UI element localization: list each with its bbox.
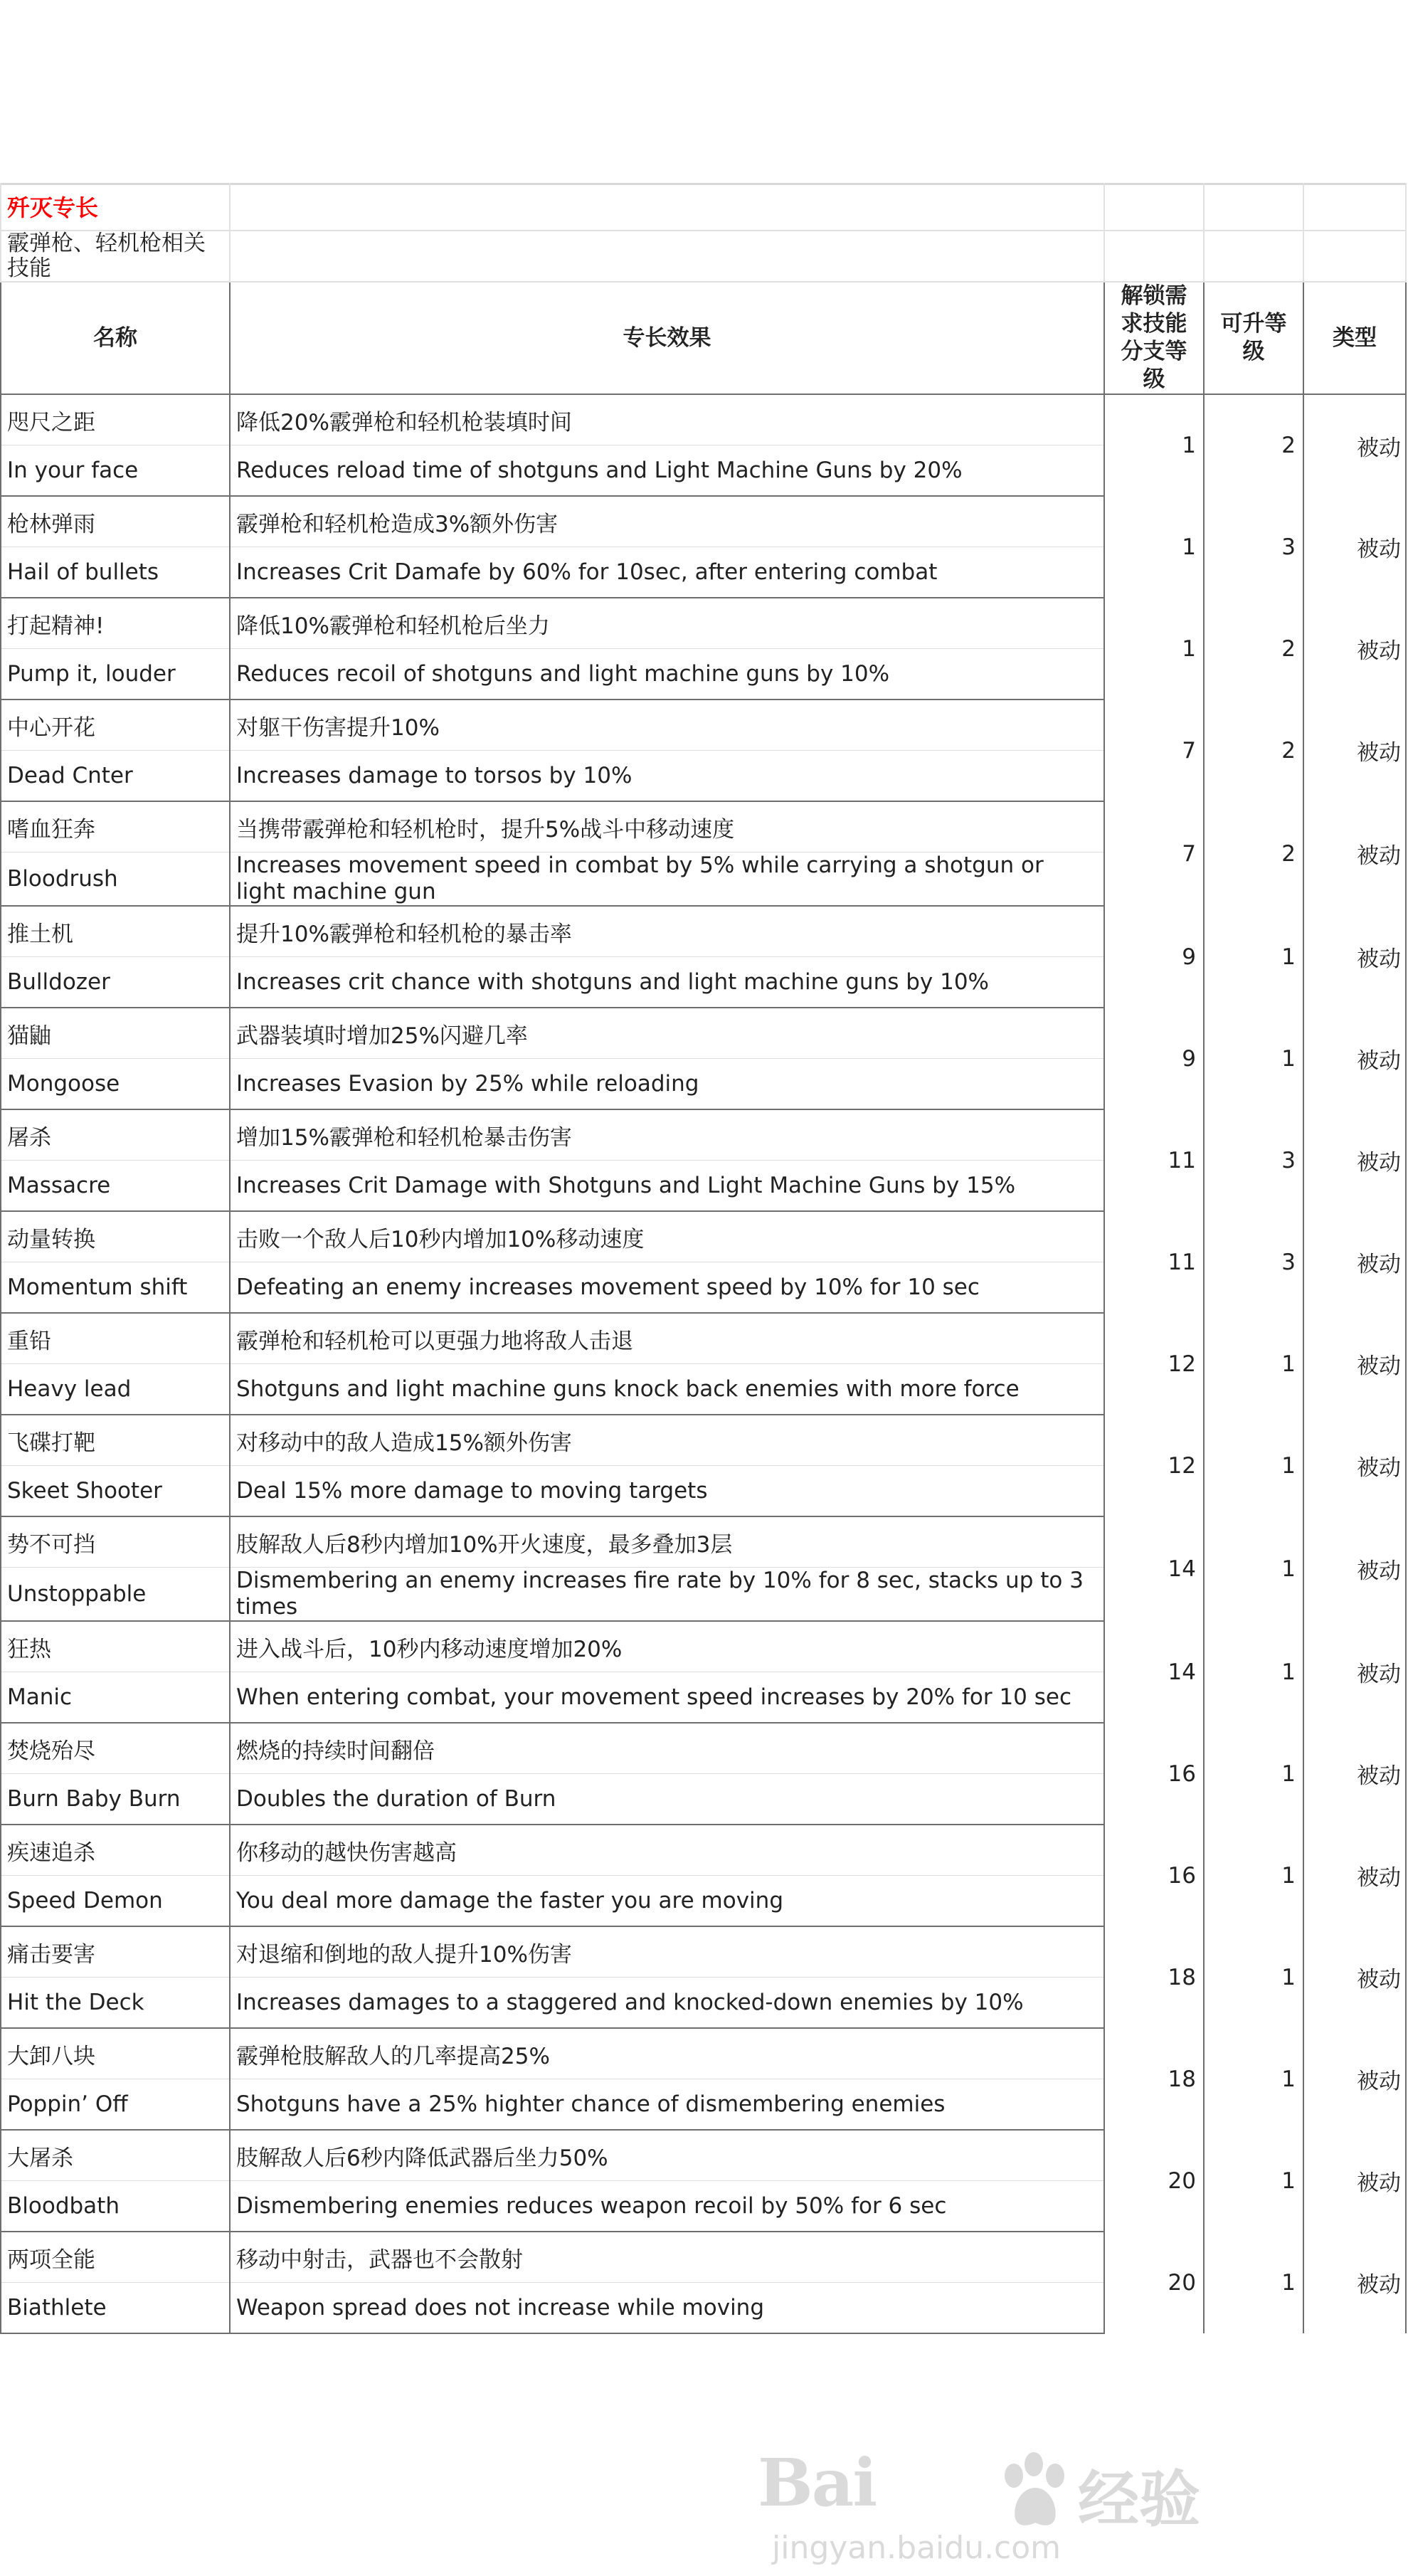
perk-name-en: Heavy lead [1,1364,230,1415]
perk-type: 被动 [1303,2130,1406,2232]
perk-name-en: Hit the Deck [1,1978,230,2029]
perk-effect-cn: 霰弹枪和轻机枪造成3%额外伤害 [230,496,1104,547]
perk-max-level: 1 [1204,906,1303,1008]
perk-effect-cn: 肢解敌人后8秒内增加10%开火速度，最多叠加3层 [230,1516,1104,1568]
section-header [1,183,1406,394]
section-subtitle: 霰弹枪、轻机枪相关技能 [1,231,230,282]
perk-unlock-level: 1 [1104,496,1204,598]
perk-row [1,1415,1406,1466]
perk-unlock-level: 16 [1104,1723,1204,1825]
perk-name-en: Biathlete [1,2283,230,2334]
perk-name-en: Pump it, louder [1,649,230,700]
perk-type: 被动 [1303,1415,1406,1516]
perk-max-level: 1 [1204,2232,1303,2333]
perk-type: 被动 [1303,598,1406,700]
perk-unlock-level: 7 [1104,700,1204,801]
perk-row [1,1109,1406,1161]
perk-type: 被动 [1303,1313,1406,1415]
perk-type: 被动 [1303,2232,1406,2333]
perk-unlock-level: 7 [1104,801,1204,906]
perk-unlock-level: 14 [1104,1516,1204,1621]
perk-max-level: 1 [1204,1926,1303,2028]
perk-effect-en: Doubles the duration of Burn [230,1774,1104,1825]
perk-effect-en: Dismembering enemies reduces weapon recoil by 50% for 6 sec [230,2181,1104,2232]
perk-row [1,906,1406,957]
perk-name-cn: 重铅 [1,1313,230,1364]
perk-effect-en: Reduces recoil of shotguns and light machine guns by 10% [230,649,1104,700]
header-type: 类型 [1303,282,1406,394]
perk-name-en: Unstoppable [1,1568,230,1622]
perk-type: 被动 [1303,1723,1406,1825]
perk-unlock-level: 12 [1104,1313,1204,1415]
perk-effect-cn: 进入战斗后，10秒内移动速度增加20% [230,1621,1104,1672]
perk-row [1,496,1406,547]
perk-name-cn: 动量转换 [1,1211,230,1262]
perk-effect-cn: 对退缩和倒地的敌人提升10%伤害 [230,1926,1104,1978]
header-effect: 专长效果 [230,282,1104,394]
perk-effect-en: Shotguns have a 25% highter chance of dismembering enemies [230,2079,1104,2131]
header-unlock: 解锁需求技能分支等级 [1104,282,1204,394]
perk-type: 被动 [1303,1621,1406,1723]
perk-type: 被动 [1303,801,1406,906]
perk-max-level: 3 [1204,1109,1303,1211]
perk-name-cn: 大屠杀 [1,2130,230,2181]
perk-name-en: Bulldozer [1,957,230,1008]
perk-rows [1,394,1406,2333]
perk-effect-cn: 移动中射击，武器也不会散射 [230,2232,1104,2283]
perk-name-en: Bloodrush [1,852,230,907]
perk-unlock-level: 20 [1104,2130,1204,2232]
baidu-jingyan-watermark [758,2444,1341,2572]
perk-effect-en: Increases crit chance with shotguns and light machine guns by 10% [230,957,1104,1008]
perk-effect-en: Increases Crit Damafe by 60% for 10sec, after entering combat [230,547,1104,598]
perk-effect-en: Defeating an enemy increases movement speed by 10% for 10 sec [230,1262,1104,1314]
perk-effect-en: Shotguns and light machine guns knock back enemies with more force [230,1364,1104,1415]
perk-name-cn: 疾速追杀 [1,1825,230,1876]
perk-effect-cn: 霰弹枪和轻机枪可以更强力地将敌人击退 [230,1313,1104,1364]
perk-unlock-level: 20 [1104,2232,1204,2333]
perk-row [1,1926,1406,1978]
perk-unlock-level: 1 [1104,394,1204,496]
perk-name-en: Bloodbath [1,2181,230,2232]
perk-name-en: Hail of bullets [1,547,230,598]
perk-row [1,2028,1406,2079]
perk-max-level: 2 [1204,801,1303,906]
perk-effect-cn: 肢解敌人后6秒内降低武器后坐力50% [230,2130,1104,2181]
perk-effect-cn: 降低10%霰弹枪和轻机枪后坐力 [230,598,1104,649]
perk-max-level: 1 [1204,2028,1303,2130]
perk-effect-en: Increases Crit Damage with Shotguns and Light Machine Guns by 15% [230,1161,1104,1212]
perk-row [1,1516,1406,1568]
perk-row [1,2130,1406,2181]
perk-name-en: Manic [1,1672,230,1724]
perk-type: 被动 [1303,1211,1406,1313]
perk-name-en: Mongoose [1,1059,230,1110]
perk-name-en: Burn Baby Burn [1,1774,230,1825]
perk-unlock-level: 11 [1104,1109,1204,1211]
perk-row [1,700,1406,751]
perk-effect-cn: 对躯干伤害提升10% [230,700,1104,751]
perk-name-cn: 飞碟打靶 [1,1415,230,1466]
perk-effect-en: Increases damage to torsos by 10% [230,751,1104,802]
perk-effect-en: Increases Evasion by 25% while reloading [230,1059,1104,1110]
perk-row [1,598,1406,649]
perk-max-level: 3 [1204,1211,1303,1313]
perk-row [1,2232,1406,2283]
perk-type: 被动 [1303,2028,1406,2130]
perk-name-cn: 咫尺之距 [1,394,230,445]
perk-row [1,1211,1406,1262]
perk-name-cn: 屠杀 [1,1109,230,1161]
watermark-brand: Bai [758,2444,877,2521]
perk-effect-en: Dismembering an enemy increases fire rate by 10% for 8 sec, stacks up to 3 times [230,1568,1104,1622]
perk-effect-cn: 提升10%霰弹枪和轻机枪的暴击率 [230,906,1104,957]
perk-max-level: 1 [1204,2130,1303,2232]
perk-max-level: 3 [1204,496,1303,598]
perk-type: 被动 [1303,1008,1406,1109]
perk-effect-cn: 当携带霰弹枪和轻机枪时，提升5%战斗中移动速度 [230,801,1104,852]
perk-name-en: Poppin’ Off [1,2079,230,2131]
perk-name-en: Momentum shift [1,1262,230,1314]
perk-type: 被动 [1303,700,1406,801]
perk-effect-cn: 降低20%霰弹枪和轻机枪装填时间 [230,394,1104,445]
perk-table [0,183,1407,2334]
perk-row [1,1008,1406,1059]
perk-effect-cn: 对移动中的敌人造成15%额外伤害 [230,1415,1104,1466]
perk-max-level: 2 [1204,598,1303,700]
perk-type: 被动 [1303,1109,1406,1211]
perk-unlock-level: 9 [1104,1008,1204,1109]
perk-unlock-level: 1 [1104,598,1204,700]
perk-type: 被动 [1303,906,1406,1008]
watermark-url: jingyan.baidu.com [772,2530,1062,2566]
perk-name-cn: 狂热 [1,1621,230,1672]
perk-sheet [0,183,1405,2334]
perk-effect-en: Deal 15% more damage to moving targets [230,1466,1104,1517]
perk-name-en: Skeet Shooter [1,1466,230,1517]
perk-name-cn: 嗜血狂奔 [1,801,230,852]
perk-row [1,1723,1406,1774]
perk-type: 被动 [1303,394,1406,496]
perk-effect-cn: 武器装填时增加25%闪避几率 [230,1008,1104,1059]
perk-name-cn: 中心开花 [1,700,230,751]
perk-unlock-level: 12 [1104,1415,1204,1516]
perk-effect-cn: 击败一个敌人后10秒内增加10%移动速度 [230,1211,1104,1262]
perk-name-cn: 猫鼬 [1,1008,230,1059]
perk-unlock-level: 18 [1104,1926,1204,2028]
perk-type: 被动 [1303,496,1406,598]
section-title: 歼灭专长 [1,183,230,231]
perk-effect-en: When entering combat, your movement speed increases by 20% for 10 sec [230,1672,1104,1724]
perk-type: 被动 [1303,1516,1406,1621]
perk-effect-cn: 霰弹枪肢解敌人的几率提高25% [230,2028,1104,2079]
perk-unlock-level: 18 [1104,2028,1204,2130]
perk-name-cn: 痛击要害 [1,1926,230,1978]
perk-name-en: Dead Cnter [1,751,230,802]
perk-max-level: 1 [1204,1313,1303,1415]
perk-type: 被动 [1303,1825,1406,1926]
perk-effect-cn: 燃烧的持续时间翻倍 [230,1723,1104,1774]
perk-name-cn: 势不可挡 [1,1516,230,1568]
perk-row [1,801,1406,852]
perk-name-en: In your face [1,445,230,497]
perk-row [1,1313,1406,1364]
perk-name-en: Massacre [1,1161,230,1212]
perk-effect-en: Increases movement speed in combat by 5% while carrying a shotgun or light machine gun [230,852,1104,907]
perk-name-en: Speed Demon [1,1876,230,1927]
perk-name-cn: 枪林弹雨 [1,496,230,547]
perk-unlock-level: 9 [1104,906,1204,1008]
perk-max-level: 1 [1204,1825,1303,1926]
perk-name-cn: 焚烧殆尽 [1,1723,230,1774]
perk-name-cn: 推土机 [1,906,230,957]
header-name: 名称 [1,282,230,394]
perk-type: 被动 [1303,1926,1406,2028]
header-levels: 可升等级 [1204,282,1303,394]
perk-effect-en: Increases damages to a staggered and knocked-down enemies by 10% [230,1978,1104,2029]
paw-logo-icon [993,2449,1078,2534]
perk-name-cn: 打起精神! [1,598,230,649]
perk-effect-en: Reduces reload time of shotguns and Light Machine Guns by 20% [230,445,1104,497]
perk-max-level: 1 [1204,1415,1303,1516]
perk-effect-en: You deal more damage the faster you are moving [230,1876,1104,1927]
perk-max-level: 2 [1204,394,1303,496]
perk-unlock-level: 16 [1104,1825,1204,1926]
perk-max-level: 1 [1204,1621,1303,1723]
perk-effect-cn: 增加15%霰弹枪和轻机枪暴击伤害 [230,1109,1104,1161]
perk-unlock-level: 14 [1104,1621,1204,1723]
perk-row [1,394,1406,445]
perk-max-level: 1 [1204,1008,1303,1109]
perk-row [1,1621,1406,1672]
perk-effect-cn: 你移动的越快伤害越高 [230,1825,1104,1876]
watermark-brand-cn: 经验 [1078,2464,1200,2535]
perk-max-level: 1 [1204,1516,1303,1621]
perk-max-level: 1 [1204,1723,1303,1825]
perk-name-cn: 大卸八块 [1,2028,230,2079]
perk-unlock-level: 11 [1104,1211,1204,1313]
perk-max-level: 2 [1204,700,1303,801]
perk-name-cn: 两项全能 [1,2232,230,2283]
perk-effect-en: Weapon spread does not increase while moving [230,2283,1104,2334]
perk-row [1,1825,1406,1876]
